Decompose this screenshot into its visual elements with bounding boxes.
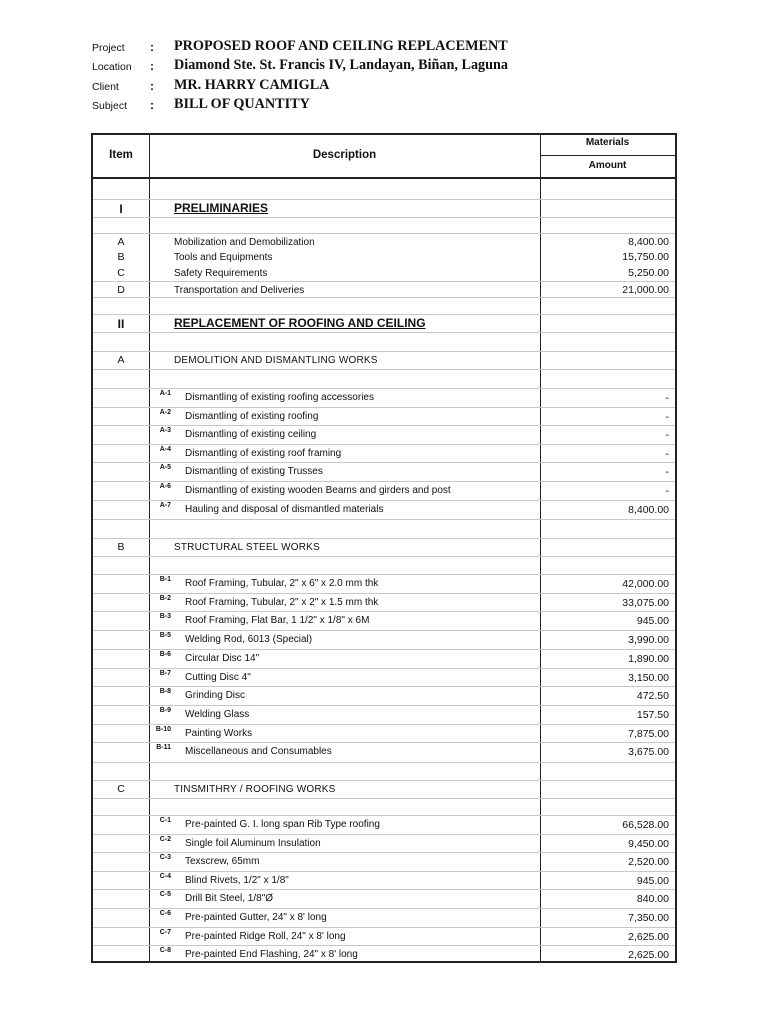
group-title: TINSMITHRY / ROOFING WORKS <box>174 784 336 795</box>
item-amount: 945.00 <box>636 615 669 628</box>
separator: : <box>150 59 154 74</box>
item-description: Miscellaneous and Consumables <box>185 746 332 758</box>
group-header-row <box>93 351 675 370</box>
item-code: C-7 <box>159 928 171 936</box>
table-row <box>93 630 675 649</box>
item-description: Painting Works <box>185 727 253 739</box>
table-row <box>93 945 675 964</box>
item-description: Circular Disc 14" <box>185 652 260 664</box>
amount-column-header: Amount <box>588 160 627 171</box>
item-description: Safety Requirements <box>174 268 268 279</box>
bill-of-quantity-table <box>91 133 677 963</box>
project-label: Project <box>92 42 125 54</box>
item-amount: - <box>665 485 669 497</box>
row-rule <box>93 369 675 370</box>
item-description: Drill Bit Steel, 1/8"Ø <box>185 893 274 905</box>
item-amount: - <box>665 392 669 404</box>
item-code: C-1 <box>159 817 171 824</box>
project-row <box>92 38 732 57</box>
item-amount: 8,400.00 <box>628 503 669 516</box>
row-rule <box>93 762 675 763</box>
item-description: Mobilization and Demobilization <box>174 237 315 248</box>
item-amount: 21,000.00 <box>622 284 669 296</box>
row-rule <box>93 217 675 218</box>
item-description: Pre-painted End Flashing, 24" x 8' long <box>185 949 358 961</box>
item-code: B-10 <box>155 725 171 733</box>
group-title: STRUCTURAL STEEL WORKS <box>174 542 320 553</box>
item-code: C-3 <box>159 854 171 862</box>
item-code: A-5 <box>159 464 171 472</box>
item-description: Transportation and Deliveries <box>174 285 305 296</box>
item-amount: 3,675.00 <box>628 746 669 759</box>
item-description: Roof Framing, Tubular, 2" x 2" x 1.5 mm thk <box>185 596 379 608</box>
separator: : <box>150 78 154 93</box>
table-row <box>93 852 675 871</box>
table-row <box>93 388 675 407</box>
item-amount: 157.50 <box>636 708 669 721</box>
section-title: REPLACEMENT OF ROOFING AND CEILING <box>174 316 426 330</box>
item-amount: 3,990.00 <box>628 634 669 647</box>
item-code: A-2 <box>159 408 171 416</box>
item-description: Dismantling of existing roofing accessories <box>185 392 374 403</box>
item-amount: 7,875.00 <box>628 727 669 740</box>
item-description: Blind Rivets, 1/2" x 1/8" <box>185 874 289 886</box>
item-amount: - <box>665 410 669 423</box>
item-description: Dismantling of existing Trusses <box>185 466 323 478</box>
item-code: A-4 <box>159 445 171 453</box>
table-row <box>93 668 675 687</box>
item-code: B-1 <box>159 576 171 583</box>
project-value: PROPOSED ROOF AND CEILING REPLACEMENT <box>174 38 508 54</box>
item-amount: 8,400.00 <box>628 236 669 248</box>
item-column-header: Item <box>109 149 133 161</box>
item-amount: - <box>665 447 669 460</box>
item-amount: 33,075.00 <box>622 596 669 609</box>
section-title: PRELIMINARIES <box>174 201 269 215</box>
item-amount: 66,528.00 <box>622 819 669 831</box>
materials-column-header: Materials <box>585 137 630 148</box>
description-column-header: Description <box>312 149 377 161</box>
item-amount: 840.00 <box>636 893 669 906</box>
table-row <box>93 686 675 705</box>
item-description: Roof Framing, Flat Bar, 1 1/2" x 1/8" x 6M <box>185 615 370 627</box>
group-header-row <box>93 538 675 557</box>
subject-label: Subject <box>92 99 128 112</box>
item-code: B-6 <box>159 650 171 658</box>
item-description: Cutting Disc 4" <box>185 671 251 683</box>
row-rule <box>93 798 675 799</box>
table-row <box>93 927 675 946</box>
separator: : <box>150 40 154 54</box>
item-code: B-2 <box>159 594 171 602</box>
subject-row <box>92 96 732 115</box>
item-amount: 2,625.00 <box>628 949 669 962</box>
item-description: Dismantling of existing roof framing <box>185 447 342 459</box>
item-amount: - <box>665 466 669 479</box>
group-header-row <box>93 780 675 799</box>
item-description: Dismantling of existing ceiling <box>185 429 317 441</box>
table-row <box>93 593 675 612</box>
group-letter: A <box>117 354 125 366</box>
table-row <box>93 481 675 500</box>
table-row <box>93 425 675 444</box>
item-description: Pre-painted Gutter, 24" x 8' long <box>185 912 327 923</box>
item-letter: A <box>117 236 125 248</box>
item-description: Dismantling of existing roofing <box>185 410 319 422</box>
table-row <box>93 889 675 908</box>
table-row <box>93 815 675 834</box>
item-code: A-6 <box>159 483 171 490</box>
table-row <box>93 705 675 724</box>
table-row <box>93 574 675 593</box>
item-letter: D <box>117 284 125 296</box>
item-code: C-2 <box>159 835 171 843</box>
table-row <box>93 500 675 519</box>
item-description: Welding Glass <box>185 708 250 720</box>
row-rule <box>93 297 675 298</box>
item-code: B-8 <box>159 688 171 696</box>
item-description: Pre-painted G. I. long span Rib Type roofing <box>185 819 380 830</box>
row-rule <box>93 556 675 557</box>
item-code: B-7 <box>159 669 171 677</box>
row-rule <box>93 332 675 333</box>
item-code: B-5 <box>159 632 171 640</box>
table-row <box>93 724 675 743</box>
item-amount: 15,750.00 <box>622 251 669 263</box>
group-letter: C <box>117 783 125 795</box>
item-amount: 9,450.00 <box>628 837 669 850</box>
client-row <box>92 77 732 96</box>
client-value: MR. HARRY CAMIGLA <box>174 76 330 93</box>
item-letter: C <box>117 267 125 279</box>
item-code: B-9 <box>159 706 171 714</box>
item-description: Hauling and disposal of dismantled materials <box>185 503 384 515</box>
group-title: DEMOLITION AND DISMANTLING WORKS <box>174 355 378 366</box>
table-row <box>93 908 675 927</box>
item-code: B-11 <box>156 744 171 752</box>
section-number: II <box>117 317 125 331</box>
subject-value: BILL OF QUANTITY <box>174 95 310 112</box>
item-code: A-1 <box>159 390 171 397</box>
item-amount: 7,350.00 <box>628 912 669 924</box>
item-description: Welding Rod, 6013 (Special) <box>185 634 313 646</box>
table-row <box>93 834 675 853</box>
item-amount: 472.50 <box>636 690 669 703</box>
item-letter: B <box>117 251 125 263</box>
row-rule <box>93 519 675 520</box>
item-description: Pre-painted Ridge Roll, 24" x 8' long <box>185 930 346 942</box>
table-row <box>93 742 675 761</box>
table-row <box>93 649 675 668</box>
table-body <box>93 135 675 961</box>
item-amount: - <box>665 429 669 442</box>
item-description: Tools and Equipments <box>174 252 273 263</box>
client-label: Client <box>92 80 119 93</box>
item-amount: 42,000.00 <box>622 578 669 590</box>
location-value: Diamond Ste. St. Francis IV, Landayan, Biñan, Laguna <box>174 57 509 74</box>
item-code: A-7 <box>159 501 171 509</box>
table-row <box>93 462 675 481</box>
table-row <box>93 611 675 630</box>
item-description: Single foil Aluminum Insulation <box>185 837 321 849</box>
item-code: A-3 <box>159 427 171 435</box>
item-amount: 5,250.00 <box>628 267 669 279</box>
item-code: B-3 <box>159 613 171 621</box>
item-code: C-5 <box>159 891 171 899</box>
location-label: Location <box>92 61 132 74</box>
section-row <box>93 314 675 333</box>
item-amount: 2,625.00 <box>628 930 669 943</box>
item-description: Texscrew, 65mm <box>185 856 260 868</box>
document-header <box>92 38 732 115</box>
item-description: Dismantling of existing wooden Beams and girders and post <box>185 485 451 496</box>
item-description: Roof Framing, Tubular, 2" x 6" x 2.0 mm thk <box>185 578 379 589</box>
section-number: I <box>119 202 123 216</box>
item-code: C-4 <box>159 872 171 880</box>
table-row <box>93 407 675 426</box>
item-amount: 945.00 <box>636 874 669 887</box>
item-amount: 2,520.00 <box>628 856 669 869</box>
item-code: C-6 <box>159 910 171 917</box>
group-letter: B <box>117 541 125 553</box>
table-row <box>93 444 675 463</box>
item-description: Grinding Disc <box>185 690 246 702</box>
table-row <box>93 871 675 890</box>
item-code: C-8 <box>159 947 171 955</box>
location-row <box>92 57 732 76</box>
item-amount: 3,150.00 <box>628 671 669 684</box>
section-row <box>93 199 675 218</box>
separator: : <box>150 97 154 112</box>
item-amount: 1,890.00 <box>628 652 669 665</box>
